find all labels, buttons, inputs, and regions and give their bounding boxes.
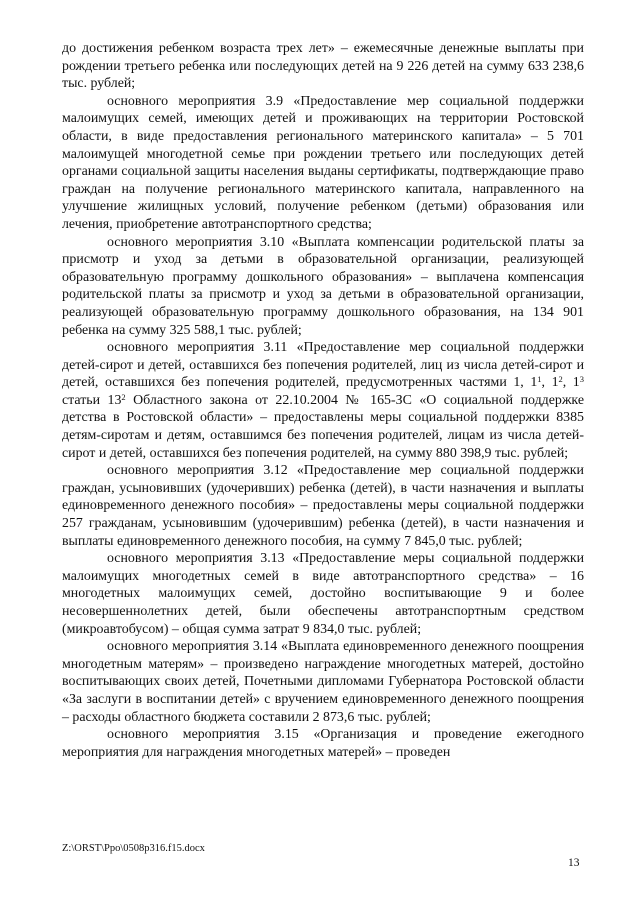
paragraph-6: основного мероприятия 3.13 «Предоставление меры социальной поддержки малоимущих многодетных семей в виде автотранспортного средства» – 16 многодетных малоимущих семей, достойно воспитывающие 9 и более несовершеннолетних детей, были обеспечены автотранспортным средством (микроавтобусом) – общая сумма затрат 9 834,0 тыс. рублей;: [62, 551, 584, 637]
footer-file-path: Z:\ORST\Ppo\0508p316.f15.docx: [62, 843, 205, 854]
paragraph-5: основного мероприятия 3.12 «Предоставление мер социальной поддержки граждан, усыновивших (удочеривших) ребенка (детей), в части назначения и выплаты единовременного денежного пособия» – предоставлены меры социальной поддержки 257 гражданам, усыновившим (удочерившим) ребенка (детей), в части назначения и выплаты единовременного денежного пособия, на сумму 7 845,0 тыс. рублей;: [62, 463, 584, 549]
document-body: [62, 40, 584, 761]
paragraph-2: основного мероприятия 3.9 «Предоставление мер социальной поддержки малоимущих семей, имеющих детей и проживающих на территории Ростовской области, в виде предоставления регионального материнского капитала» – 5 701 малоимущей многодетной семье при рождении третьего или последующих детей органами социальной защиты населения выданы сертификаты, подтверждающие право граждан на получение регионального материнского капитала, направленного на улучшение жилищных условий, получение ребенком (детьми) образования или лечения, приобретение автотранспортного средства;: [62, 93, 584, 232]
page-number: 13: [568, 857, 580, 869]
paragraph-4-text-start: основного мероприятия 3.11 «Предоставление мер социальной поддержки детей-сирот и детей, оставшихся без попечения родителей, лиц из числа детей-сирот и детей, оставшихся без попечения родителей, предусмотренных частями 1, 1: [62, 340, 584, 391]
superscript-3: 3: [579, 374, 584, 385]
paragraph-1: до достижения ребенком возраста трех лет» – ежемесячные денежные выплаты при рождении третьего ребенка или последующих детей на 9 226 детей на сумму 633 238,6 тыс. рублей;: [62, 41, 584, 92]
paragraph-7: основного мероприятия 3.14 «Выплата единовременного денежного поощрения многодетным матерям» – произведено награждение многодетных матерей, достойно воспитывающих своих детей, Почетными дипломами Губернатора Ростовской области «За заслуги в воспитании детей» с вручением единовременного денежного поощрения – расходы областного бюджета составили 2 873,6 тыс. рублей;: [62, 639, 584, 725]
superscript-4: 2: [121, 391, 126, 402]
paragraph-4-article: статьи 13: [62, 392, 122, 408]
paragraph-3: основного мероприятия 3.10 «Выплата компенсации родительской платы за присмотр и уход за детьми в образовательной организации, реализующей образовательную программу дошкольного образования» – выплачена компенсация родительской платы за присмотр и уход за детьми в образовательной организации, реализующей образовательную программу дошкольного образования, на 134 901 ребенка на сумму 325 588,1 тыс. рублей;: [62, 234, 584, 338]
paragraph-4: [62, 339, 584, 462]
superscript-1: 1: [537, 374, 542, 385]
paragraph-4-text-end: Областного закона от 22.10.2004 № 165-ЗС «О социальной поддержке детства в Ростовской области» – предоставлены меры социальной поддержки 8385 детям-сиротам и детям, оставшимся без попечения родителей, лицам из числа детей-сирот и детей, оставшихся без попечения родителей, на сумму 880 398,9 тыс. рублей;: [62, 392, 584, 461]
paragraph-8: основного мероприятия 3.15 «Организация и проведение ежегодного мероприятия для награждения многодетных матерей» – проведен: [62, 727, 584, 760]
paragraph-4-separator-2: , 1: [562, 375, 580, 391]
paragraph-4-separator-1: , 1: [541, 375, 559, 391]
superscript-2: 2: [558, 374, 563, 385]
